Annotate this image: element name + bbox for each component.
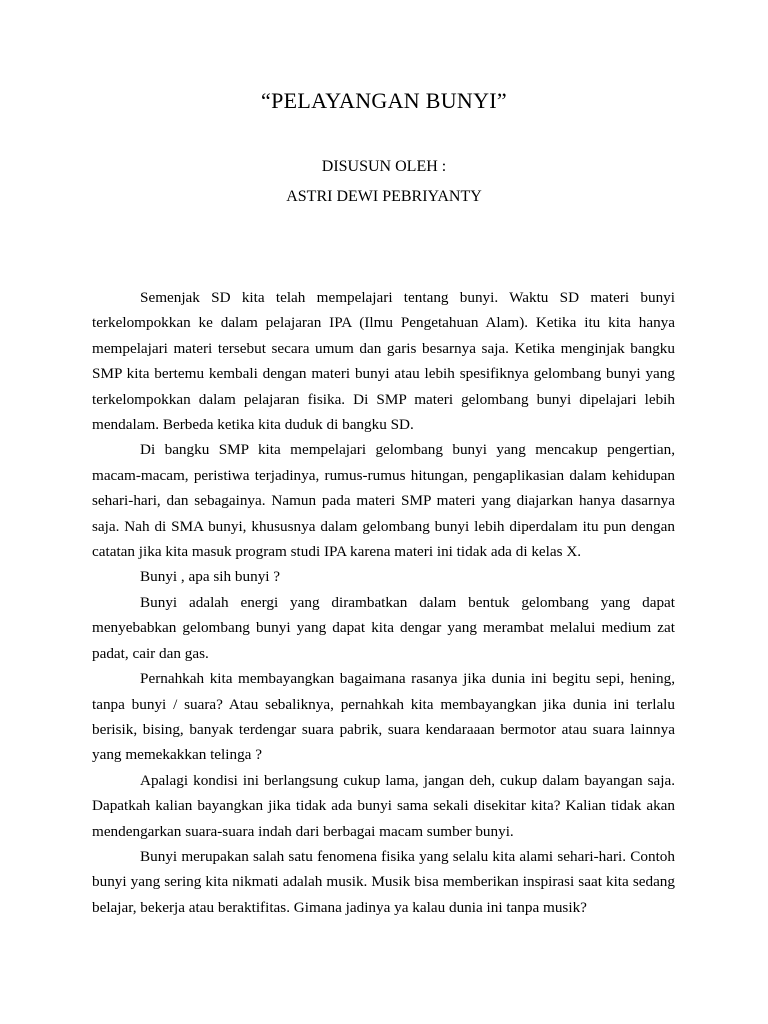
paragraph: Bunyi merupakan salah satu fenomena fisika yang selalu kita alami sehari-hari. Contoh bunyi yang sering kita nikmati adalah musik. Musik bisa memberikan inspirasi saat kita sedang belajar, bekerja atau beraktifitas. Gimana jadinya ya kalau dunia ini tanpa musik? [92, 847, 675, 916]
document-title: “PELAYANGAN BUNYI” [261, 88, 507, 113]
paragraph: Apalagi kondisi ini berlangsung cukup lama, jangan deh, cukup dalam bayangan saja. Dapatkah kalian bayangkan jika tidak ada bunyi sama sekali disekitar kita? Kalian tidak akan mendengarkan suara-suara indah dari berbagai macam sumber bunyi. [92, 771, 675, 840]
paragraph: Pernahkah kita membayangkan bagaimana rasanya jika dunia ini begitu sepi, hening, tanpa bunyi / suara? Atau sebaliknya, pernahkah kita membayangkan jika dunia ini terlalu berisik, bising, banyak terdengar suara pabrik, suara kendaraaan bermotor atau suara lainnya yang memekakkan telinga ? [92, 670, 675, 764]
byline-label: DISUSUN OLEH : [321, 158, 447, 175]
paragraph: Bunyi , apa sih bunyi ? [140, 568, 281, 586]
author-name: ASTRI DEWI PEBRIYANTY [286, 188, 482, 205]
paragraph: Semenjak SD kita telah mempelajari tentang bunyi. Waktu SD materi bunyi terkelompokkan ke dalam pelajaran IPA (Ilmu Pengetahuan Alam). Ketika itu kita hanya mempelajari materi tersebut secara umum dan garis besarnya saja. Ketika menginjak bangku SMP kita bertemu kembali dengan materi bunyi atau lebih spesifiknya gelombang bunyi yang terkelompokkan dalam pelajaran fisika. Di SMP materi gelombang bunyi dipelajari lebih mendalam. Berbeda ketika kita duduk di bangku SD. [92, 289, 675, 434]
paragraph: Di bangku SMP kita mempelajari gelombang bunyi yang mencakup pengertian, macam-macam, peristiwa terjadinya, rumus-rumus hitungan, pengaplikasian dalam kehidupan sehari-hari, dan sebagainya. Namun pada materi SMP materi yang diajarkan hanya dasarnya saja. Nah di SMA bunyi, khususnya dalam gelombang bunyi lebih diperdalam itu pun dengan catatan jika kita masuk program studi IPA karena materi ini tidak ada di kelas X. [92, 441, 675, 561]
paragraph: Bunyi adalah energi yang dirambatkan dalam bentuk gelombang yang dapat menyebabkan gelombang bunyi yang dapat kita dengar yang merambat melalui medium zat padat, cair dan gas. [92, 593, 675, 662]
body-text [92, 285, 675, 920]
byline [0, 152, 768, 212]
